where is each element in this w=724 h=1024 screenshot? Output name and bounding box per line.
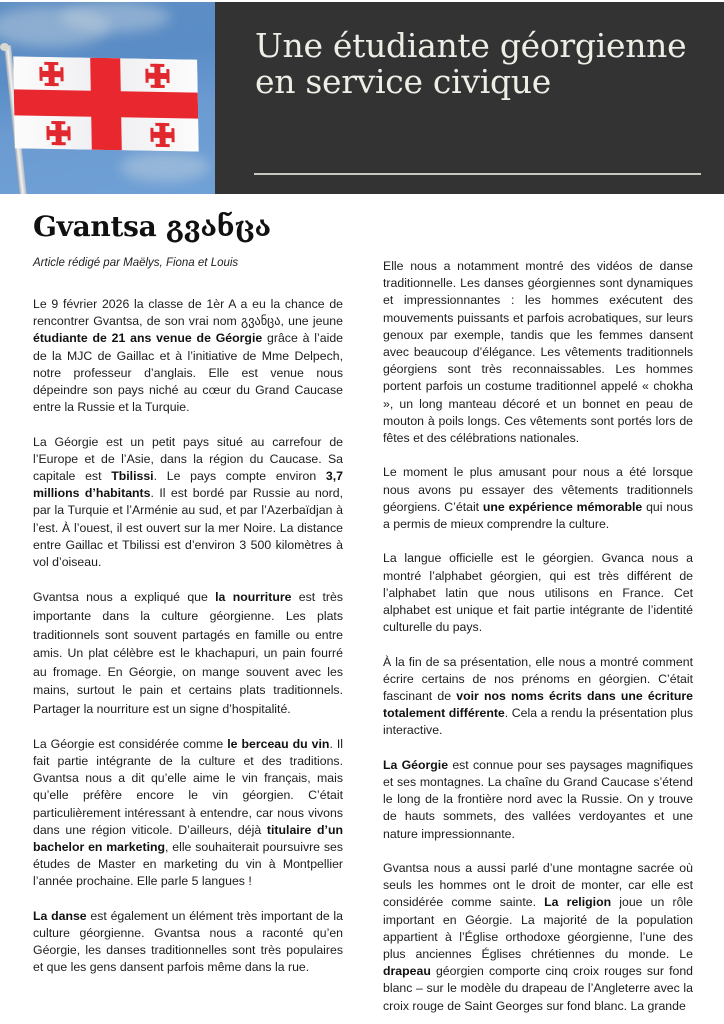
georgian-flag-photo (0, 2, 215, 194)
article-paragraph: La Géorgie est un petit pays situé au carrefour de l’Europe et de l’Asie, dans la région du Caucase. Sa capitale est Tbilissi. Le pays compte environ 3,7 millions d’habitants. Il est bordé par Russie au nord, par la Turquie et l’Arménie au sud, et par l’Azerbaïdjan à l’est. À l’ouest, il est ouvert sur la mer Noire. La distance entre Gaillac et Tbilissi est d’environ 3 500 kilomètres à vol d’oiseau. (33, 434, 343, 570)
left-column (33, 296, 343, 994)
article-paragraph: À la fin de sa présentation, elle nous a montré comment écrire certains de nos prénoms en géorgien. C’était fascinant de voir nos noms écrits dans une écriture totalement différente. Cela a rendu la présentation plus interactive. (383, 654, 693, 738)
article-paragraph: La langue officielle est le géorgien. Gvanca nous a montré l’alphabet géorgien, qui est très différent de l’alphabet latin que nous utilisons en France. Cet alphabet est unique et fait partie intégrante de l’identité culturelle du pays. (383, 551, 693, 635)
georgia-flag-icon (13, 56, 199, 151)
emphasis-text: La Géorgie (383, 757, 449, 772)
flag-pole-cap (0, 43, 9, 51)
title-panel (215, 2, 724, 194)
emphasis-text: 3,7 millions d’habitants (33, 469, 343, 501)
cloud-shape (120, 152, 210, 182)
title-divider (254, 173, 701, 175)
article-paragraph: Gvantsa nous a aussi parlé d’une montagne sacrée où seuls les hommes ont le droit de monter, car elle est considérée comme sainte. La religion joue un rôle important en Géorgie. La majorité de la population appartient à l’Église orthodoxe géorgienne, l’une des plus anciennes Églises chrétiennes du monde. Le drapeau géorgien comporte cinq croix rouges sur fond blanc – sur le modèle du drapeau de l’Angleterre avec la croix rouge de Saint Georges sur fond blanc. La grande (383, 861, 693, 1013)
emphasis-text: étudiante de 21 ans venue de Géorgie (33, 331, 263, 346)
page-header (0, 2, 724, 194)
title-line-2: en service civique (255, 62, 551, 101)
emphasis-text: titulaire d’un bachelor en marketing (33, 822, 343, 854)
article-paragraph: La danse est également un élément très important de la culture géorgienne. Gvantsa nous a raconté qu’en Géorgie, les danses traditionnelles sont très populaires et que les gens dansent parfois même dans la rue. (33, 908, 343, 975)
page-title (255, 28, 724, 100)
article-heading: Gvantsa გვანცა (33, 210, 271, 243)
emphasis-text: voir nos noms écrits dans une écriture totalement différente (383, 689, 693, 721)
emphasis-text: drapeau (383, 964, 431, 979)
emphasis-text: La danse (33, 908, 87, 923)
emphasis-text: Tbilissi (111, 469, 154, 484)
article-paragraph: Elle nous a notamment montré des vidéos de danse traditionnelle. Les danses géorgiennes sont dynamiques et impressionnantes : les hommes exécutent des mouvements puissants et parfois acrobatiques, sur leurs genoux par exemple, tandis que les femmes dansent avec beaucoup d’élégance. Les vêtements traditionnels géorgiens sont très reconnaissables. Les hommes portent parfois un costume traditionnel appelé « chokha », un long manteau décoré et un bonnet en peau de mouton à poils longs. Ces vêtements sont portés lors de fêtes et des célébrations nationales. (383, 259, 693, 446)
article-paragraph: La Géorgie est connue pour ses paysages magnifiques et ses montagnes. La chaîne du Grand Caucase s’étend le long de la frontière nord avec la Russie. On y trouve de hauts sommets, des vallées verdoyantes et une nature impressionnante. (383, 757, 693, 841)
emphasis-text: La religion (544, 895, 612, 910)
right-column (383, 258, 693, 1024)
article-paragraph: Le 9 février 2026 la classe de 1èr A a eu la chance de rencontrer Gvantsa, de son vrai nom გვანცა, une jeune étudiante de 21 ans venue de Géorgie grâce à l’aide de la MJC de Gaillac et à l’initiative de Mme Delpech, notre professeur d’anglais. Elle est venue nous dépeindre son pays niché au cœur du Grand Caucase entre la Russie et la Turquie. (33, 297, 343, 415)
article-byline: Article rédigé par Maëlys, Fiona et Louis (33, 257, 239, 269)
article-paragraph: Le moment le plus amusant pour nous a été lorsque nous avons pu essayer des vêtements traditionnels géorgiens. C’était une expérience mémorable qui nous a permis de mieux comprendre la culture. (383, 465, 693, 532)
emphasis-text: une expérience mémorable (482, 499, 643, 514)
article-paragraph: La Géorgie est considérée comme le berceau du vin. Il fait partie intégrante de la culture et des traditions. Gvantsa nous a dit qu’elle aime le vin français, mais qu’elle préfère encore le vin géorgien. C’était particulièrement intéressant à entendre, car nous vivons dans une région viticole. D’ailleurs, déjà titulaire d’un bachelor en marketing, elle souhaiterait poursuivre ses études de Master en marketing du vin à Montpellier l’année prochaine. Elle parle 5 langues ! (33, 736, 343, 889)
emphasis-text: le berceau du vin (227, 736, 330, 751)
title-line-1: Une étudiante géorgienne (255, 26, 687, 65)
article-paragraph: Gvantsa nous a expliqué que la nourriture est très importante dans la culture géorgienne. Les plats traditionnels sont souvent partagés en famille ou entre amis. Un plat célèbre est le khachapuri, un pain fourré au fromage. En Géorgie, on mange souvent avec les mains, surtout le pain et certains plats traditionnels. Partager la nourriture est un signe d’hospitalité. (33, 590, 343, 716)
emphasis-text: la nourriture (215, 590, 292, 605)
cloud-shape (60, 2, 170, 32)
